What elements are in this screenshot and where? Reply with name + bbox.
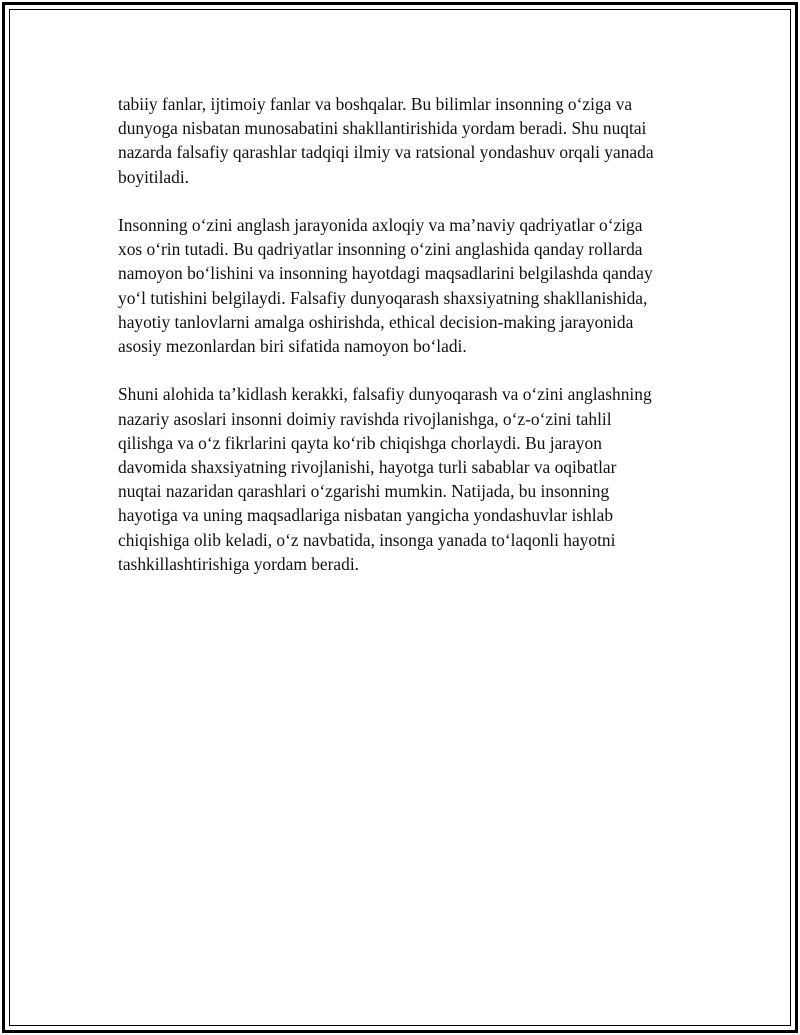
paragraph-3: Shuni alohida ta’kidlash kerakki, falsafiy dunyoqarash va o‘zini anglashning nazariy asoslari insonni doimiy ravishda rivojlanishga, o‘z-o‘zini tahlil qilishga va o‘z fikrlarini qayta ko‘rib chiqishga chorlaydi. Bu jarayon davomida shaxsiyatning rivojlanishi, hayotga turli sabablar va oqibatlar nuqtai nazaridan qarashlari o‘zgarishi mumkin. Natijada, bu insonning hayotiga va uning maqsadlariga nisbatan yangicha yondashuvlar ishlab chiqishiga olib keladi, o‘z navbatida, insonga yanada to‘laqonli hayotni tashkillashtirishiga yordam beradi.: [118, 384, 652, 574]
paragraph-1: tabiiy fanlar, ijtimoiy fanlar va boshqalar. Bu bilimlar insonning o‘ziga va dunyoga nisbatan munosabatini shakllantirishida yordam beradi. Shu nuqtai nazarda falsafiy qarashlar tadqiqi ilmiy va ratsional yondashuv orqali yanada boyitiladi.: [118, 94, 654, 187]
paragraph-2: Insonning o‘zini anglash jarayonida axloqiy va ma’naviy qadriyatlar o‘ziga xos o‘rin tutadi. Bu qadriyatlar insonning o‘zini anglashida qanday rollarda namoyon bo‘lishini va insonning hayotdagi maqsadlarini belgilashda qanday yo‘l tutishini belgilaydi. Falsafiy dunyoqarash shaxsiyatning shakllanishida, hayotiy tanlovlarni amalga oshirishda, ethical decision-making jarayonida asosiy mezonlardan biri sifatida namoyon bo‘ladi.: [118, 215, 653, 357]
document-body: [118, 92, 698, 600]
